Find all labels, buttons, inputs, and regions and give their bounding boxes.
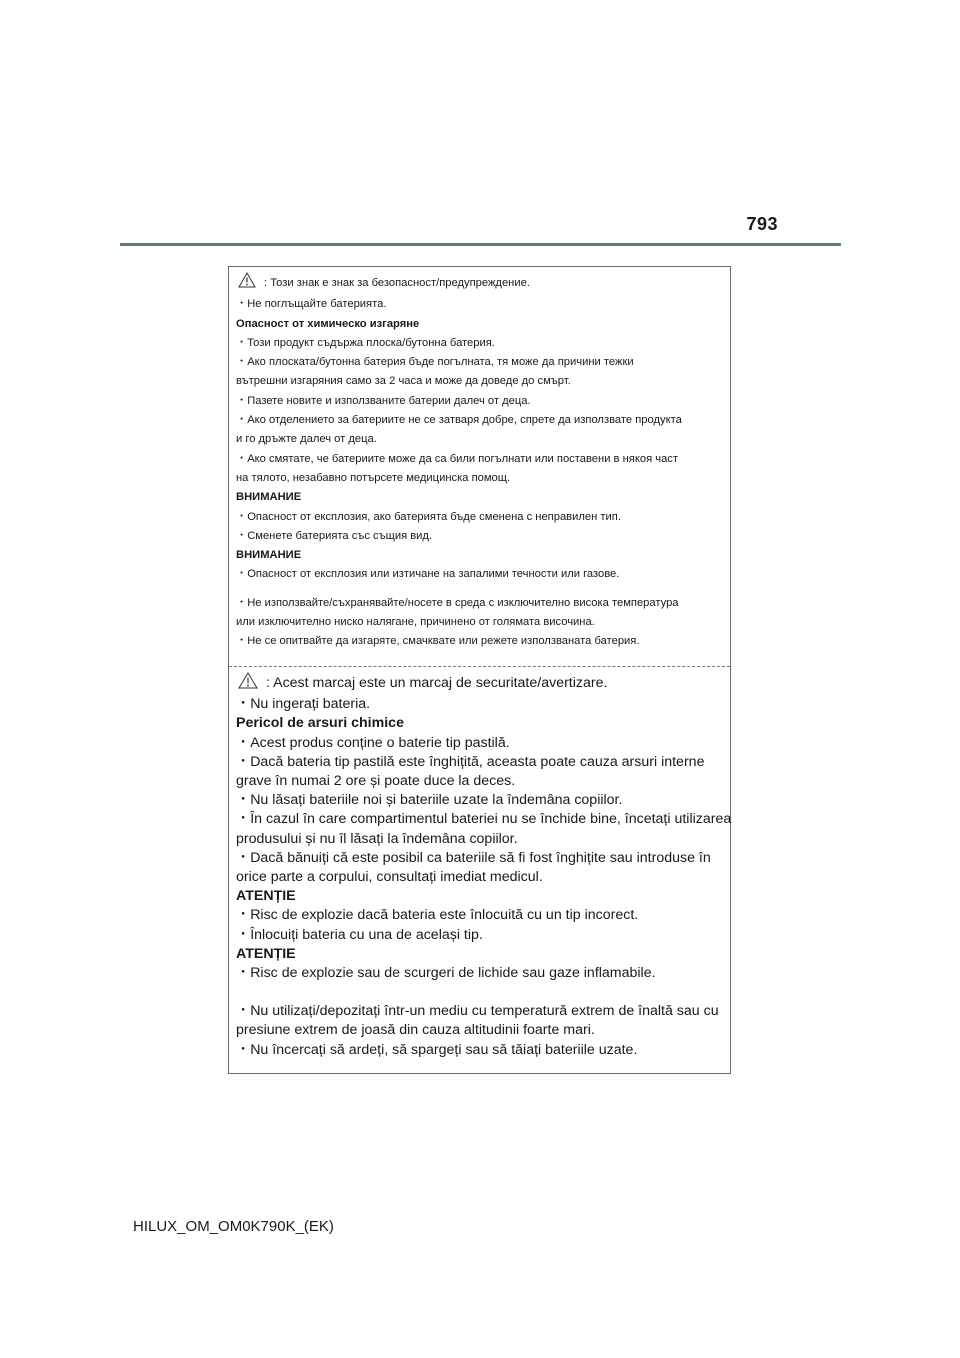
bg-warning-text: : Този знак е знак за безопасност/предупреждение.	[264, 277, 530, 289]
bg-line: на тялото, незабавно потърсете медицинска помощ.	[236, 471, 511, 484]
ro-line: ・Dacă bateria tip pastilă este înghițită, aceasta poate cauza arsuri interne	[236, 753, 705, 770]
bg-line: ・Пазете новите и използваните батерии далеч от деца.	[236, 394, 531, 407]
ro-line: ・Înlocuiți bateria cu una de același tip.	[236, 926, 483, 943]
bg-line: ・Опасност от експлозия или изтичане на запалими течности или газове.	[236, 568, 620, 581]
ro-heading: Pericol de arsuri chimice	[236, 715, 404, 732]
ro-spacer	[236, 983, 730, 1002]
bg-line: ・Не поглъщайте батерията.	[236, 298, 387, 311]
bg-line: ・Ако смятате, че батериите може да са били погълнати или поставени в някоя част	[236, 452, 679, 465]
document-footer-id: HILUX_OM_OM0K790K_(EK)	[133, 1218, 334, 1235]
warning-triangle-icon	[238, 672, 258, 695]
bg-heading: ВНИМАНИЕ	[236, 491, 302, 504]
ro-line: ・În cazul în care compartimentul bateriei nu se închide bine, încetați utilizarea	[236, 811, 732, 828]
bg-line: вътрешни изгаряния само за 2 часа и може да доведе до смърт.	[236, 375, 571, 388]
bg-line: ・Сменете батерията със същия вид.	[236, 529, 433, 542]
ro-line: produsului și nu îl lăsați la îndemâna copiilor.	[236, 830, 518, 847]
bg-line: и го дръжте далеч от деца.	[236, 433, 377, 446]
ro-warning-text: : Acest marcaj este un marcaj de securitate/avertizare.	[266, 675, 608, 691]
ro-line: ・Acest produs conține o baterie tip pastilă.	[236, 734, 510, 751]
ro-line: ・Risc de explozie sau de scurgeri de lichide sau gaze inflamabile.	[236, 965, 656, 982]
bg-warning-line	[236, 272, 730, 295]
bg-line: ・Не се опитвайте да изгаряте, смачквате или режете използваната батерия.	[236, 635, 640, 648]
bulgarian-section	[229, 267, 730, 667]
bg-line: ・Опасност от експлозия, ако батерията бъде сменена с неправилен тип.	[236, 510, 621, 523]
bg-line: или изключително ниско налягане, причинено от голямата височина.	[236, 616, 595, 629]
ro-warning-line	[236, 672, 730, 695]
bg-line: ・Този продукт съдържа плоска/бутонна батерия.	[236, 336, 495, 349]
bg-line: ・Не използвайте/съхранявайте/носете в среда с изключително висока температура	[236, 596, 679, 609]
ro-heading: ATENȚIE	[236, 888, 296, 905]
ro-line: presiune extrem de joasă din cauza altitudinii foarte mari.	[236, 1022, 595, 1039]
bg-spacer	[236, 585, 730, 594]
bg-line: ・Ако плоската/бутонна батерия бъде погълната, тя може да причини тежки	[236, 356, 634, 369]
ro-line: ・Nu lăsați bateriile noi și bateriile uzate la îndemâna copiilor.	[236, 792, 623, 809]
ro-line: ・Nu utilizați/depozitați într-un mediu cu temperatură extrem de înaltă sau cu	[236, 1003, 719, 1020]
ro-line: ・Dacă bănuiți că este posibil ca bateriile să fi fost înghițite sau introduse în	[236, 849, 711, 866]
warning-triangle-icon	[238, 272, 256, 295]
ro-line: orice parte a corpului, consultați imediat medicul.	[236, 869, 543, 886]
ro-line: ・Nu încercați să ardeți, să spargeți sau să tăiați bateriile uzate.	[236, 1041, 638, 1058]
ro-heading: ATENȚIE	[236, 945, 296, 962]
header-rule	[120, 243, 841, 246]
romanian-section	[229, 672, 730, 1060]
ro-line: ・Nu ingerați bateria.	[236, 696, 371, 713]
page-number: 793	[746, 214, 778, 234]
ro-line: ・Risc de explozie dacă bateria este înlocuită cu un tip incorect.	[236, 907, 639, 924]
bg-heading: Опасност от химическо изгаряне	[236, 317, 420, 330]
bg-heading: ВНИМАНИЕ	[236, 549, 302, 562]
battery-safety-notice	[228, 266, 731, 1074]
bg-line: ・Ако отделението за батериите не се затваря добре, спрете да използвате продукта	[236, 414, 682, 427]
ro-line: grave în numai 2 ore și poate duce la deces.	[236, 773, 516, 790]
